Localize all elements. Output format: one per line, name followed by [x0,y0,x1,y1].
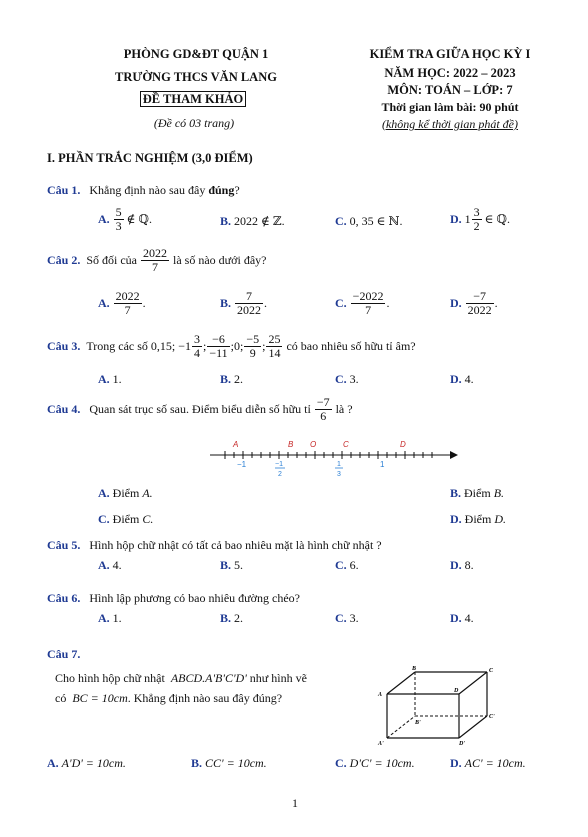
tick-label-minus-one: −1 [237,460,247,469]
q3-option-c-letter: C. [335,372,347,386]
header-dept: PHÒNG GD&ĐT QUẬN 1 [123,47,269,61]
q2-option-a-letter: A. [98,295,110,310]
q4-fraction [315,396,332,422]
q4-option-b-letter: B. [450,486,462,500]
question-6 [47,591,300,606]
question-1 [47,183,240,198]
q1-option-d[interactable] [450,206,510,232]
q3-option-a-letter: A. [98,372,110,386]
q4-option-d[interactable] [450,512,506,527]
q4-b-point: B. [493,486,505,500]
q7-line1-post: như hình vẽ [249,671,307,685]
number-line [200,435,460,485]
question-7-label-row [47,647,80,662]
q2-a-dot: . [142,295,146,310]
q3-c-text: 3. [349,372,359,386]
q7-line2-post: . Khẳng định nào sau đây đúng? [127,691,283,705]
q7-option-c[interactable] [335,756,415,771]
question-3 [47,333,416,359]
page-number: 1 [292,796,298,810]
header-title: KIỂM TRA GIỮA HỌC KỲ I [369,47,531,61]
q3-option-d[interactable] [450,372,474,387]
point-D: D [400,440,406,449]
q2-a-den: 7 [124,302,131,317]
vertex-B-prime: B' [415,720,421,726]
q4-option-d-letter: D. [450,512,462,526]
q1-option-d-letter: D. [450,211,462,226]
q6-option-d[interactable] [450,611,474,626]
q2-d-den: 2022 [467,302,492,317]
header-year: NĂM HỌC: 2022 – 2023 [384,66,516,80]
q7-option-a-letter: A. [47,756,59,770]
q6-option-a-letter: A. [98,611,110,625]
tick-label-minus-half-num: −1 [275,461,283,468]
q1-c-text: 0, 35 ∈ ℕ. [349,214,403,228]
q3-f2 [207,333,229,359]
q1-d-whole: 1 [464,211,471,226]
question-2 [47,247,267,273]
q2-d-num: −7 [466,290,494,304]
q4-a-text: Điểm [112,486,140,500]
q3-f4-num: 25 [268,332,281,346]
q3-option-a[interactable] [98,372,122,387]
q2-c-dot: . [386,295,390,310]
tick-label-one: 1 [380,460,385,469]
q3-f2-den: −11 [209,345,228,360]
q2-a-num: 2022 [115,289,140,303]
q7-option-a[interactable] [47,756,126,771]
q3-f1-num: 3 [194,332,200,346]
q2-option-d[interactable] [450,290,498,316]
q5-option-b-letter: B. [220,558,232,572]
q4-c-point: C. [142,512,154,526]
q4-c-text: Điểm [112,512,140,526]
q5-option-a-letter: A. [98,558,110,572]
header-time-note: (không kể thời gian phát đề) [381,117,519,131]
q2-option-c-letter: C. [335,295,347,310]
q7-b-text: CC' = 10cm. [205,756,267,770]
q7-option-c-letter: C. [335,756,347,770]
q1-d-den: 2 [473,218,480,233]
q3-f3-den: 9 [249,345,256,360]
header-page-count: (Đề có 03 trang) [153,116,235,130]
q7-line1-math: ABCD.A'B'C'D' [170,671,247,685]
q3-option-b[interactable] [220,372,243,387]
question-5-text: Hình hộp chữ nhật có tất cả bao nhiêu mặt là hình chữ nhật ? [89,538,382,552]
q2-fraction [141,247,169,273]
question-1-qmark: ? [234,183,240,197]
question-3-text-pre: Trong các số 0,15; −1 [86,338,191,353]
point-C: C [343,440,349,449]
question-7-line-2 [55,691,282,706]
q4-option-c[interactable] [98,512,153,527]
q4-b-text: Điểm [464,486,491,500]
q1-option-a[interactable] [98,206,152,232]
q4-a-point: A. [142,486,153,500]
question-1-text: Khẳng định nào sau đây [89,183,209,197]
q3-f1-den: 4 [194,345,200,360]
q7-option-d[interactable] [450,756,526,771]
header-time: Thời gian làm bài: 90 phút [381,100,519,114]
q3-option-c[interactable] [335,372,359,387]
q6-c-text: 3. [349,611,359,625]
q3-f2-num: −6 [207,333,229,347]
q1-d-rel: ∈ ℚ. [484,211,511,226]
q5-a-text: 4. [112,558,122,572]
q4-option-c-letter: C. [98,512,110,526]
q3-option-d-letter: D. [450,372,462,386]
q5-option-b[interactable] [220,558,243,573]
q6-option-d-letter: D. [450,611,462,625]
question-7-label: Câu 7. [47,647,81,661]
q7-a-text: A'D' = 10cm. [61,756,126,770]
tick-label-third-den: 3 [337,471,341,478]
q7-option-b-letter: B. [191,756,203,770]
q2-option-a[interactable] [98,290,146,316]
question-4 [47,396,353,422]
q5-option-a[interactable] [98,558,122,573]
q1-a-den: 3 [115,218,122,233]
q5-option-d[interactable] [450,558,474,573]
q6-d-text: 4. [464,611,474,625]
tick-label-third-num: 1 [337,461,341,468]
q2-b-den: 2022 [237,302,262,317]
question-6-text: Hình lập phương có bao nhiêu đường chéo? [89,591,300,605]
header-exam-type-text: ĐỀ THAM KHẢO [140,91,246,107]
q1-b-text: 2022 ∉ ℤ. [234,214,285,228]
question-2-text-pre: Số đối của [86,252,138,267]
question-2-text-post: là số nào dưới đây? [173,252,267,267]
point-O: O [310,440,317,449]
q7-option-b[interactable] [191,756,267,771]
q6-option-a[interactable] [98,611,122,626]
question-1-label: Câu 1. [47,183,81,197]
q2-c-num: −2022 [352,289,384,303]
q2-b-dot: . [264,295,268,310]
q2-c-den: 7 [365,302,372,317]
question-5 [47,538,382,553]
q6-option-c[interactable] [335,611,359,626]
q4-option-a[interactable] [98,486,153,501]
q2-option-b[interactable] [220,290,267,316]
q5-d-text: 8. [464,558,474,572]
question-4-text-post: là ? [335,401,353,416]
vertex-C: C [489,668,494,674]
q7-c-text: D'C' = 10cm. [349,756,415,770]
question-3-text-post: có bao nhiêu số hữu tỉ âm? [286,338,416,353]
q3-a-text: 1. [112,372,122,386]
q5-option-c-letter: C. [335,558,347,572]
q4-option-a-letter: A. [98,486,110,500]
q2-option-b-letter: B. [220,295,232,310]
q6-option-c-letter: C. [335,611,347,625]
question-3-label: Câu 3. [47,338,81,353]
vertex-D-prime: D' [459,741,465,747]
q2-option-c[interactable] [335,290,389,316]
q2-num: 2022 [143,246,168,260]
q1-d-num: 3 [473,205,480,219]
vertex-A-prime: A' [378,741,384,747]
q7-d-text: AC' = 10cm. [464,756,526,770]
q2-d-fraction [466,290,494,316]
vertex-B: B [412,666,417,672]
q4-den: 6 [320,408,327,423]
q1-option-c-letter: C. [335,214,347,228]
q1-d-fraction [472,206,482,232]
q5-c-text: 6. [349,558,359,572]
q1-option-b[interactable] [220,214,285,229]
vertex-D: D [454,688,459,694]
q4-option-b[interactable] [450,486,504,501]
q1-a-fraction [114,206,124,232]
q2-den: 7 [152,259,159,274]
q1-option-a-letter: A. [98,211,110,226]
question-5-label: Câu 5. [47,538,81,552]
q7-line2-pre: có [55,691,67,705]
q3-option-b-letter: B. [220,372,232,386]
q6-a-text: 1. [112,611,122,625]
header-school: TRƯỜNG THCS VĂN LANG [115,70,277,84]
q4-d-text: Điểm [464,512,492,526]
question-4-label: Câu 4. [47,401,81,416]
question-6-label: Câu 6. [47,591,81,605]
question-2-label: Câu 2. [47,252,81,267]
q5-b-text: 5. [234,558,244,572]
q2-b-fraction [235,290,263,316]
q2-b-num: 7 [235,290,263,304]
q1-a-num: 5 [115,205,122,219]
vertex-A: A [378,692,383,698]
question-4-text-pre: Quan sát trục số sau. Điểm biểu diễn số hữu tỉ [89,401,311,416]
q5-option-d-letter: D. [450,558,462,572]
q7-line2-math: BC = 10cm [72,691,128,705]
cuboid-solid-edges [387,672,487,738]
header-exam-type [138,92,248,107]
header-subject: MÔN: TOÁN – LỚP: 7 [387,83,513,97]
q3-d-text: 4. [464,372,474,386]
point-A: A [233,440,239,449]
q6-option-b[interactable] [220,611,243,626]
q2-c-fraction [351,290,386,316]
q3-semi-2: ; [262,338,266,353]
q4-d-point: D. [494,512,507,526]
q3-f3-num: −5 [246,332,260,346]
q2-d-dot: . [494,295,498,310]
q3-f3 [244,333,261,359]
q1-option-b-letter: B. [220,214,232,228]
q3-b-text: 2. [234,372,244,386]
q3-sep-zero: ;0; [230,338,244,353]
q3-f4-den: 14 [268,345,281,360]
q6-b-text: 2. [234,611,244,625]
q6-option-b-letter: B. [220,611,232,625]
cuboid-figure [375,662,505,748]
q2-a-fraction [114,290,142,316]
section-title: I. PHẦN TRẮC NGHIỆM (3,0 ĐIỂM) [47,151,253,165]
q3-f4 [266,333,282,359]
q7-line1-pre: Cho hình hộp chữ nhật [55,671,165,685]
q2-option-d-letter: D. [450,295,462,310]
q4-num: −7 [316,395,330,409]
point-B: B [288,440,294,449]
question-1-emphasis: đúng [208,183,235,197]
q3-semi-1: ; [203,338,207,353]
q1-option-c[interactable] [335,214,403,229]
q5-option-c[interactable] [335,558,359,573]
q1-a-rel: ∉ ℚ. [126,211,153,226]
question-7-line-1 [55,671,307,686]
tick-label-minus-half-den: 2 [278,471,282,478]
vertex-C-prime: C' [489,714,495,720]
q3-f1 [192,333,202,359]
q7-option-d-letter: D. [450,756,462,770]
number-line-arrow [450,451,458,459]
